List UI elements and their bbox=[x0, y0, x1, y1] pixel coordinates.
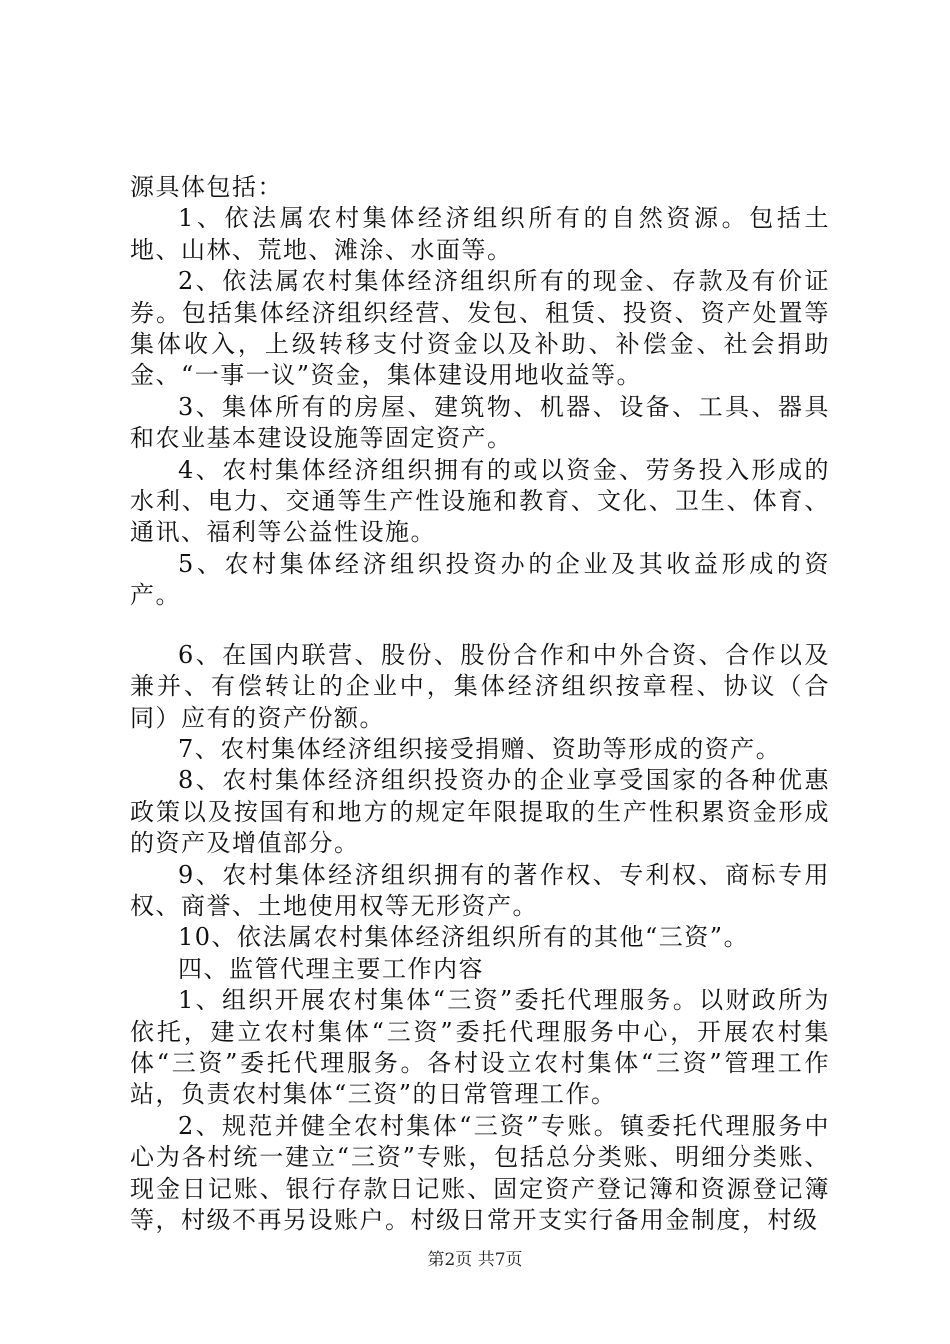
paragraph-item-5: 5、农村集体经济组织投资办的企业及其收益形成的资产。 bbox=[130, 549, 830, 610]
paragraph-item-7: 7、农村集体经济组织接受捐赠、资助等形成的资产。 bbox=[178, 734, 782, 763]
section-heading: 四、监管代理主要工作内容 bbox=[178, 954, 484, 983]
paragraph-work-1: 1、组织开展农村集体“三资”委托代理服务。以财政所为依托，建立农村集体“三资”委托代理服务中心，开展农村集体“三资”委托代理服务。各村设立农村集体“三资”管理工作站，负责农村集体“三资”的日常管理工作。 bbox=[130, 986, 830, 1109]
document-body bbox=[130, 172, 830, 1236]
paragraph-item-10: 10、依法属农村集体经济组织所有的其他“三资”。 bbox=[178, 923, 750, 952]
page-number-footer: 第2页 共7页 bbox=[427, 1250, 523, 1270]
paragraph-item-2: 2、依法属农村集体经济组织所有的现金、存款及有价证券。包括集体经济组织经营、发包、租赁、投资、资产处置等集体收入，上级转移支付资金以及补助、补偿金、社会捐助金、“一事一议”资金，集体建设用地收益等。 bbox=[130, 267, 830, 390]
paragraph-intro: 源具体包括： bbox=[130, 173, 283, 201]
paragraph-work-2: 2、规范并健全农村集体“三资”专账。镇委托代理服务中心为各村统一建立“三资”专账，包括总分类账、明细分类账、现金日记账、银行存款日记账、固定资产登记簿和资源登记簿等，村级不再另设账户。村级日常开支实行备用金制度，村级 bbox=[130, 1111, 830, 1234]
paragraph-gap bbox=[130, 612, 830, 640]
paragraph-item-3: 3、集体所有的房屋、建筑物、机器、设备、工具、器具和农业基本建设设施等固定资产。 bbox=[130, 392, 830, 453]
paragraph-item-9: 9、农村集体经济组织拥有的著作权、专利权、商标专用权、商誉、土地使用权等无形资产。 bbox=[130, 860, 830, 920]
paragraph-item-4: 4、农村集体经济组织拥有的或以资金、劳务投入形成的水利、电力、交通等生产性设施和教育、文化、卫生、体育、通讯、福利等公益性设施。 bbox=[130, 455, 830, 547]
paragraph-item-1: 1、依法属农村集体经济组织所有的自然资源。包括土地、山林、荒地、滩涂、水面等。 bbox=[130, 204, 830, 264]
paragraph-item-8: 8、农村集体经济组织投资办的企业享受国家的各种优惠政策以及按国有和地方的规定年限提取的生产性积累资金形成的资产及增值部分。 bbox=[130, 766, 830, 858]
paragraph-item-6: 6、在国内联营、股份、股份合作和中外合资、合作以及兼并、有偿转让的企业中，集体经济组织按章程、协议（合同）应有的资产份额。 bbox=[130, 640, 830, 732]
